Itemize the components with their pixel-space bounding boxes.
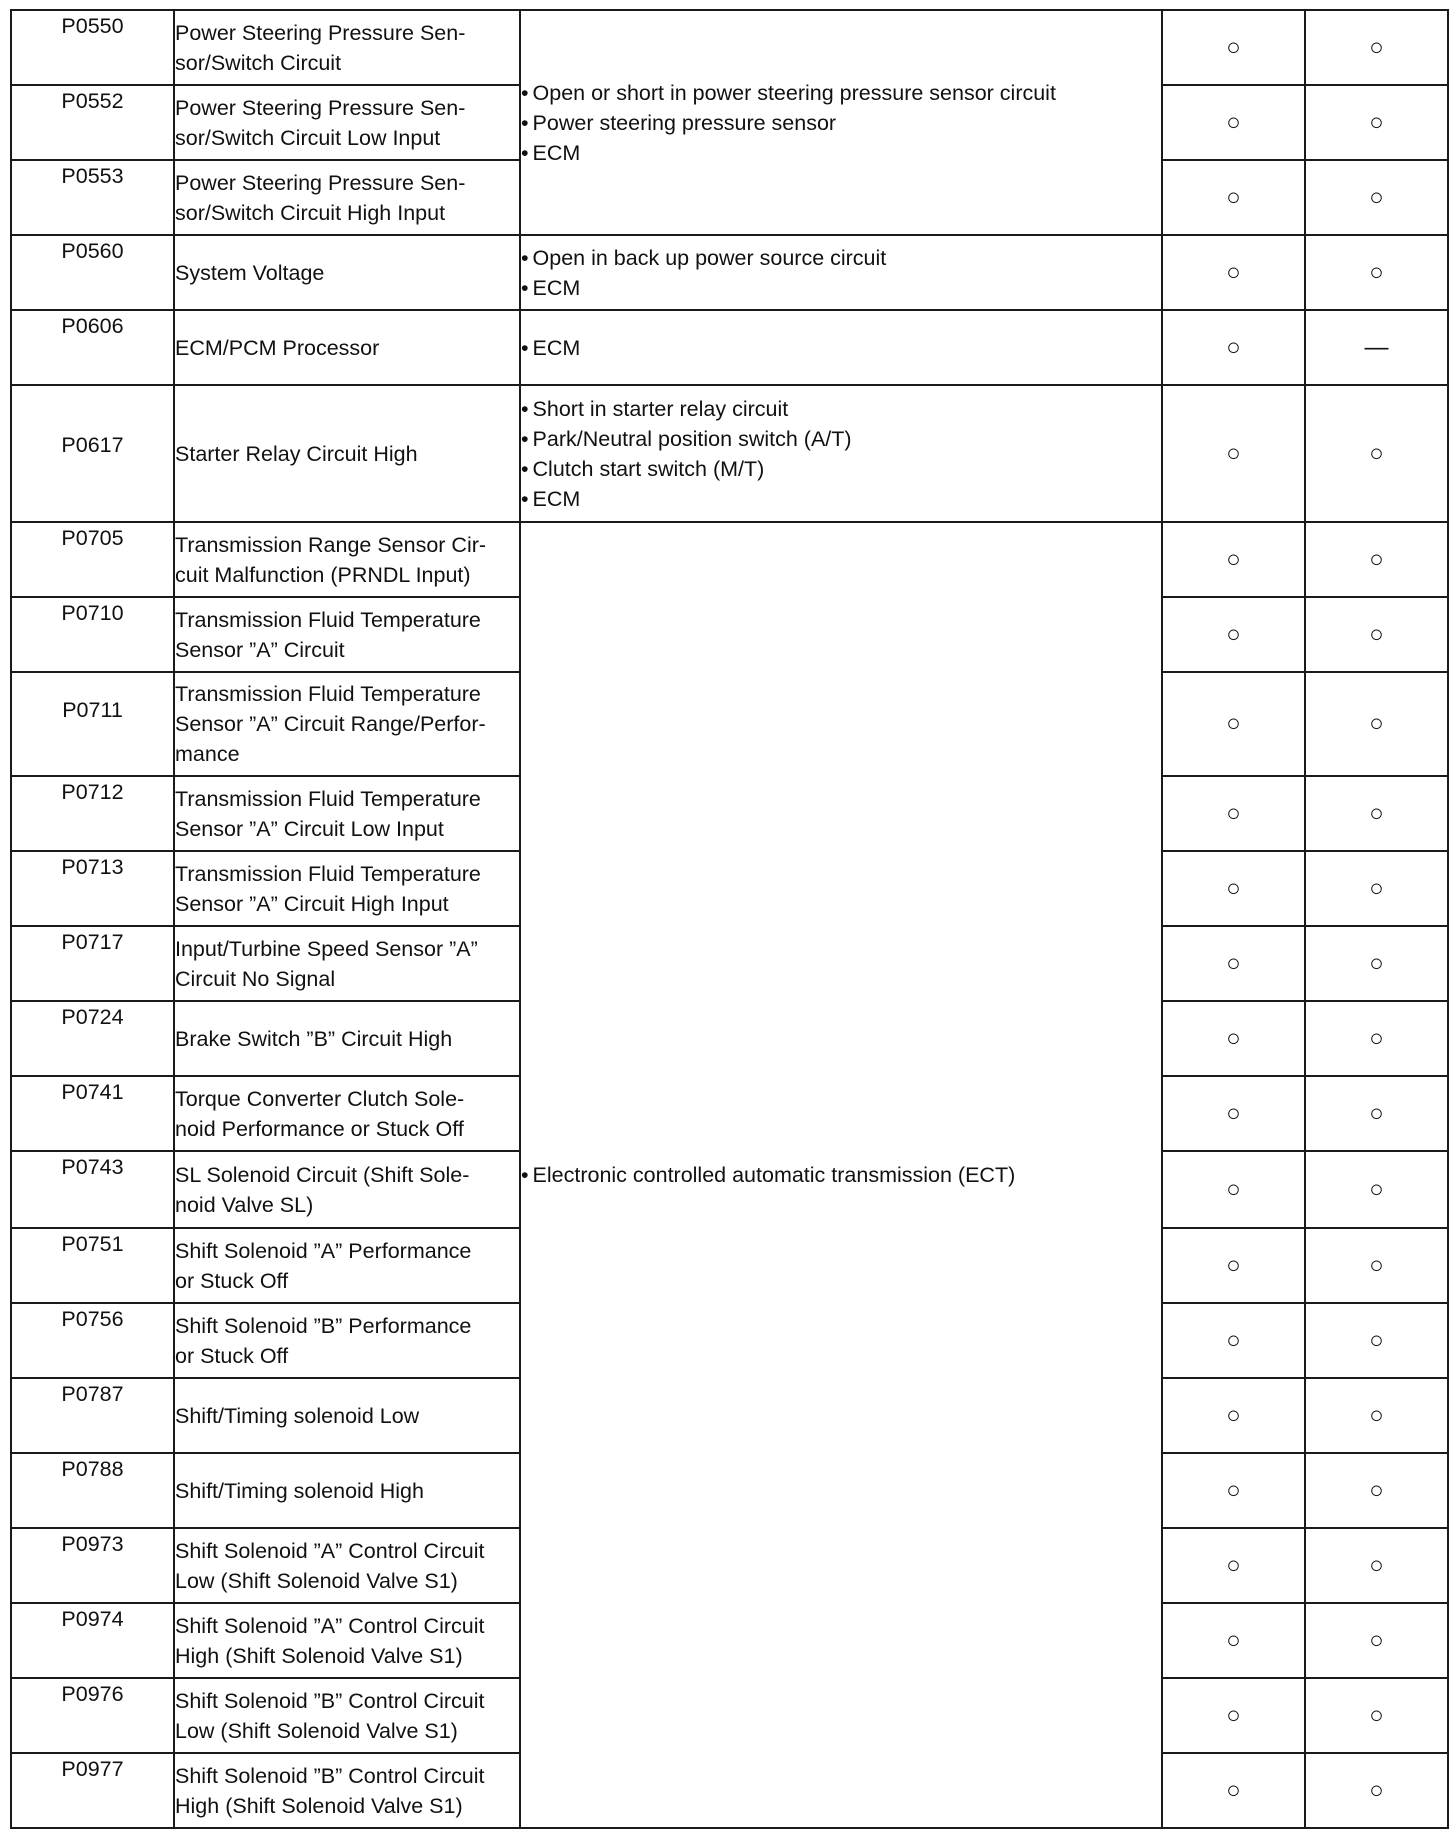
memory-mark: ○ <box>1305 1378 1448 1453</box>
detection-mark: ○ <box>1162 926 1305 1001</box>
dtc-code: P0973 <box>11 1528 174 1603</box>
memory-mark: ○ <box>1305 1228 1448 1303</box>
dtc-code: P0553 <box>11 160 174 235</box>
table-row <box>11 235 1448 310</box>
dtc-name: Starter Relay Circuit High <box>174 385 520 522</box>
cause-item: • Short in starter relay circuit <box>521 394 1161 424</box>
cause-item: • ECM <box>521 333 1161 363</box>
dtc-code: P0787 <box>11 1378 174 1453</box>
detection-mark: ○ <box>1162 160 1305 235</box>
dtc-name: Shift Solenoid ”A” Control Circuit High (Shift Solenoid Valve S1) <box>174 1603 520 1678</box>
memory-mark: ○ <box>1305 597 1448 672</box>
dtc-code: P0741 <box>11 1076 174 1151</box>
dtc-table <box>10 9 1449 1829</box>
detection-mark: ○ <box>1162 85 1305 160</box>
dtc-code: P0974 <box>11 1603 174 1678</box>
dtc-code: P0751 <box>11 1228 174 1303</box>
cause-item: • Clutch start switch (M/T) <box>521 454 1161 484</box>
dtc-name: Transmission Fluid Temperature Sensor ”A” Circuit High Input <box>174 851 520 926</box>
dtc-name: Shift/Timing solenoid High <box>174 1453 520 1528</box>
table-row <box>11 10 1448 85</box>
memory-mark: ○ <box>1305 1753 1448 1828</box>
memory-mark: ○ <box>1305 10 1448 85</box>
memory-mark: ○ <box>1305 385 1448 522</box>
dtc-name: Transmission Range Sensor Cir- cuit Malfunction (PRNDL Input) <box>174 522 520 597</box>
dtc-name: System Voltage <box>174 235 520 310</box>
table-row <box>11 385 1448 522</box>
dtc-code: P0712 <box>11 776 174 851</box>
detection-mark: ○ <box>1162 1528 1305 1603</box>
cause-item: • Open in back up power source circuit <box>521 243 1161 273</box>
detection-mark: ○ <box>1162 310 1305 385</box>
trouble-area <box>520 310 1162 385</box>
dtc-name: Shift Solenoid ”A” Control Circuit Low (Shift Solenoid Valve S1) <box>174 1528 520 1603</box>
dtc-code: P0705 <box>11 522 174 597</box>
dtc-code: P0724 <box>11 1001 174 1076</box>
detection-mark: ○ <box>1162 1151 1305 1228</box>
trouble-area <box>520 10 1162 235</box>
dtc-name: Input/Turbine Speed Sensor ”A” Circuit No Signal <box>174 926 520 1001</box>
detection-mark: ○ <box>1162 10 1305 85</box>
memory-mark: ○ <box>1305 1001 1448 1076</box>
detection-mark: ○ <box>1162 1678 1305 1753</box>
dtc-name: Power Steering Pressure Sen- sor/Switch Circuit <box>174 10 520 85</box>
detection-mark: ○ <box>1162 1603 1305 1678</box>
memory-mark: ○ <box>1305 1076 1448 1151</box>
memory-mark: ○ <box>1305 85 1448 160</box>
dtc-name: Power Steering Pressure Sen- sor/Switch Circuit High Input <box>174 160 520 235</box>
dtc-code: P0788 <box>11 1453 174 1528</box>
dtc-name: Transmission Fluid Temperature Sensor ”A” Circuit Low Input <box>174 776 520 851</box>
detection-mark: ○ <box>1162 1076 1305 1151</box>
cause-item: • Electronic controlled automatic transmission (ECT) <box>521 1160 1161 1190</box>
detection-mark: ○ <box>1162 522 1305 597</box>
memory-mark: ○ <box>1305 235 1448 310</box>
memory-mark: ○ <box>1305 926 1448 1001</box>
dtc-code: P0710 <box>11 597 174 672</box>
detection-mark: ○ <box>1162 1378 1305 1453</box>
cause-item: • ECM <box>521 484 1161 514</box>
trouble-area <box>520 522 1162 1828</box>
detection-mark: ○ <box>1162 597 1305 672</box>
detection-mark: ○ <box>1162 851 1305 926</box>
dtc-code: P0550 <box>11 10 174 85</box>
dtc-name: Torque Converter Clutch Sole- noid Performance or Stuck Off <box>174 1076 520 1151</box>
dtc-code: P0552 <box>11 85 174 160</box>
memory-mark: — <box>1305 310 1448 385</box>
memory-mark: ○ <box>1305 776 1448 851</box>
trouble-area <box>520 385 1162 522</box>
trouble-area <box>520 235 1162 310</box>
dtc-name: Shift Solenoid ”B” Control Circuit Low (Shift Solenoid Valve S1) <box>174 1678 520 1753</box>
dtc-code: P0606 <box>11 310 174 385</box>
memory-mark: ○ <box>1305 1528 1448 1603</box>
dtc-code: P0713 <box>11 851 174 926</box>
memory-mark: ○ <box>1305 851 1448 926</box>
cause-item: • Open or short in power steering pressure sensor circuit <box>521 78 1161 108</box>
cause-item: • ECM <box>521 138 1161 168</box>
dtc-name: SL Solenoid Circuit (Shift Sole- noid Valve SL) <box>174 1151 520 1228</box>
dtc-code: P0617 <box>11 385 174 522</box>
dtc-code: P0743 <box>11 1151 174 1228</box>
detection-mark: ○ <box>1162 1228 1305 1303</box>
dtc-code: P0977 <box>11 1753 174 1828</box>
dtc-name: Brake Switch ”B” Circuit High <box>174 1001 520 1076</box>
dtc-name: Shift Solenoid ”B” Control Circuit High (Shift Solenoid Valve S1) <box>174 1753 520 1828</box>
dtc-code: P0756 <box>11 1303 174 1378</box>
memory-mark: ○ <box>1305 1151 1448 1228</box>
detection-mark: ○ <box>1162 1303 1305 1378</box>
memory-mark: ○ <box>1305 522 1448 597</box>
memory-mark: ○ <box>1305 1678 1448 1753</box>
table-row <box>11 310 1448 385</box>
dtc-name: Transmission Fluid Temperature Sensor ”A” Circuit <box>174 597 520 672</box>
detection-mark: ○ <box>1162 1753 1305 1828</box>
table-row <box>11 522 1448 597</box>
detection-mark: ○ <box>1162 776 1305 851</box>
dtc-code: P0717 <box>11 926 174 1001</box>
cause-item: • Power steering pressure sensor <box>521 108 1161 138</box>
dtc-name: Power Steering Pressure Sen- sor/Switch Circuit Low Input <box>174 85 520 160</box>
dtc-name: Shift Solenoid ”B” Performance or Stuck Off <box>174 1303 520 1378</box>
dtc-name: Transmission Fluid Temperature Sensor ”A” Circuit Range/Perfor- mance <box>174 672 520 776</box>
memory-mark: ○ <box>1305 1603 1448 1678</box>
memory-mark: ○ <box>1305 1453 1448 1528</box>
detection-mark: ○ <box>1162 672 1305 776</box>
cause-item: • Park/Neutral position switch (A/T) <box>521 424 1161 454</box>
dtc-name: Shift/Timing solenoid Low <box>174 1378 520 1453</box>
detection-mark: ○ <box>1162 385 1305 522</box>
cause-item: • ECM <box>521 273 1161 303</box>
detection-mark: ○ <box>1162 1453 1305 1528</box>
memory-mark: ○ <box>1305 672 1448 776</box>
detection-mark: ○ <box>1162 1001 1305 1076</box>
memory-mark: ○ <box>1305 160 1448 235</box>
dtc-code: P0560 <box>11 235 174 310</box>
memory-mark: ○ <box>1305 1303 1448 1378</box>
dtc-code: P0976 <box>11 1678 174 1753</box>
detection-mark: ○ <box>1162 235 1305 310</box>
dtc-code: P0711 <box>11 672 174 776</box>
dtc-name: Shift Solenoid ”A” Performance or Stuck Off <box>174 1228 520 1303</box>
dtc-name: ECM/PCM Processor <box>174 310 520 385</box>
